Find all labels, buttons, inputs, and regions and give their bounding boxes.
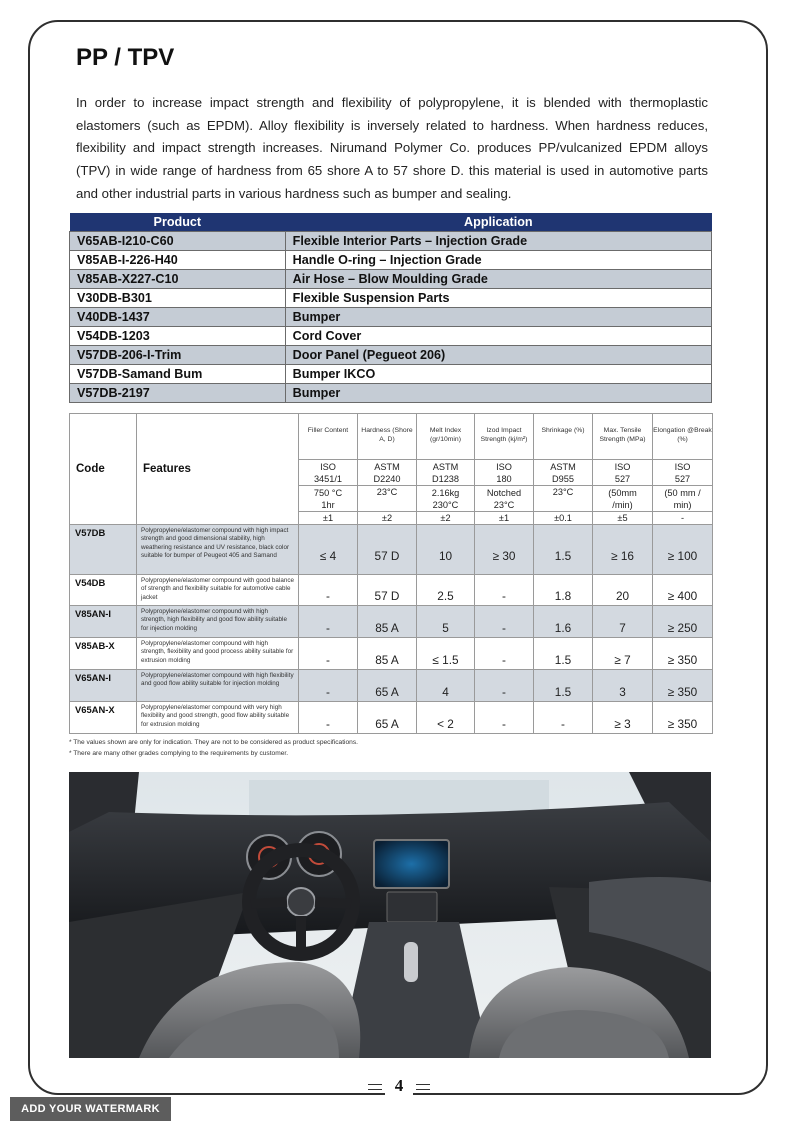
application-cell: Cord Cover bbox=[285, 327, 711, 346]
table-row bbox=[70, 270, 712, 289]
value-cell: - bbox=[534, 702, 593, 734]
table-row bbox=[70, 327, 712, 346]
column-header: Hardness (Shore A, D) bbox=[358, 414, 417, 460]
table-row bbox=[70, 525, 713, 575]
test-condition-cell: 23°C bbox=[358, 486, 417, 512]
product-cell: V85AB-I-226-H40 bbox=[70, 251, 286, 270]
value-cell: - bbox=[299, 575, 358, 606]
column-header: Shrinkage (%) bbox=[534, 414, 593, 460]
features-cell: Polypropylene/elastomer compound with high strength, flexibility and good process ability suitable for extrusion molding bbox=[137, 638, 299, 670]
value-cell: - bbox=[299, 670, 358, 702]
code-cell: V57DB bbox=[70, 525, 137, 575]
test-standard-cell: ISO 527 bbox=[593, 460, 653, 486]
value-cell: ≤ 1.5 bbox=[417, 638, 475, 670]
test-standard-cell: ISO 180 bbox=[475, 460, 534, 486]
value-cell: ≥ 3 bbox=[593, 702, 653, 734]
value-cell: 10 bbox=[417, 525, 475, 575]
watermark-banner: ADD YOUR WATERMARK bbox=[10, 1097, 171, 1121]
tolerance-cell: ±5 bbox=[593, 512, 653, 525]
test-condition-cell: 2.16kg 230°C bbox=[417, 486, 475, 512]
test-standard-cell: ASTM D955 bbox=[534, 460, 593, 486]
application-cell: Flexible Interior Parts – Injection Grade bbox=[285, 232, 711, 251]
features-cell: Polypropylene/elastomer compound with good balance of strength and flexibility suitable for automotive cable jacket bbox=[137, 575, 299, 606]
features-cell: Polypropylene/elastomer compound with high impact strength and good dimensional stability, high weathering resistance and UV resistance, black color suitable for bumper of Peugeot 405 and Samand bbox=[137, 525, 299, 575]
column-header: Max. Tensile Strength (MPa) bbox=[593, 414, 653, 460]
value-cell: ≥ 400 bbox=[653, 575, 713, 606]
value-cell: 2.5 bbox=[417, 575, 475, 606]
footnote: * There are many other grades complying to the requirements by customer. bbox=[69, 750, 289, 757]
product-cell: V57DB-Samand Bum bbox=[70, 365, 286, 384]
value-cell: 1.5 bbox=[534, 670, 593, 702]
value-cell: ≥ 250 bbox=[653, 606, 713, 638]
table-row bbox=[70, 606, 713, 638]
table-row bbox=[70, 702, 713, 734]
code-cell: V85AB-X bbox=[70, 638, 137, 670]
test-standard-cell: ISO 527 bbox=[653, 460, 713, 486]
value-cell: - bbox=[299, 702, 358, 734]
test-condition-cell: (50mm /min) bbox=[593, 486, 653, 512]
value-cell: ≥ 7 bbox=[593, 638, 653, 670]
table-row bbox=[70, 670, 713, 702]
test-standard-cell: ASTM D1238 bbox=[417, 460, 475, 486]
application-cell: Air Hose – Blow Moulding Grade bbox=[285, 270, 711, 289]
features-cell: Polypropylene/elastomer compound with high strength, high flexibility and good flow ability suitable for injection molding bbox=[137, 606, 299, 638]
value-cell: 85 A bbox=[358, 638, 417, 670]
column-header: Izod Impact Strength (kj/m²) bbox=[475, 414, 534, 460]
code-cell: V65AN-I bbox=[70, 670, 137, 702]
value-cell: ≥ 16 bbox=[593, 525, 653, 575]
test-condition-cell: (50 mm / min) bbox=[653, 486, 713, 512]
value-cell: 20 bbox=[593, 575, 653, 606]
tolerance-cell: ±1 bbox=[299, 512, 358, 525]
table-row bbox=[70, 575, 713, 606]
table-row bbox=[70, 346, 712, 365]
intro-paragraph: In order to increase impact strength and flexibility of polypropylene, it is blended with thermoplastic elastomers (such as EPDM). Alloy flexibility is inversely related to hardness. When hardness reduces, flexibility and impact strength increases. Nirumand Polymer Co. produces PP/vulcanized EPDM alloys (TPV) in wide range of hardness from 65 shore A to 57 shore D. this material is used in automotive parts and other industrial parts in various hardness such as bumper and sealing. bbox=[76, 95, 708, 201]
value-cell: 1.5 bbox=[534, 525, 593, 575]
application-cell: Handle O-ring – Injection Grade bbox=[285, 251, 711, 270]
code-cell: V54DB bbox=[70, 575, 137, 606]
value-cell: ≥ 350 bbox=[653, 670, 713, 702]
tolerance-cell: ±1 bbox=[475, 512, 534, 525]
value-cell: 4 bbox=[417, 670, 475, 702]
test-condition-cell: 23°C bbox=[534, 486, 593, 512]
value-cell: - bbox=[299, 638, 358, 670]
code-cell: V65AN-X bbox=[70, 702, 137, 734]
page-number: 4 bbox=[385, 1072, 413, 1100]
product-cell: V54DB-1203 bbox=[70, 327, 286, 346]
value-cell: 7 bbox=[593, 606, 653, 638]
tolerance-cell: ±2 bbox=[417, 512, 475, 525]
value-cell: 85 A bbox=[358, 606, 417, 638]
application-cell: Bumper IKCO bbox=[285, 365, 711, 384]
product-cell: V40DB-1437 bbox=[70, 308, 286, 327]
value-cell: ≤ 4 bbox=[299, 525, 358, 575]
value-cell: 3 bbox=[593, 670, 653, 702]
value-cell: ≥ 350 bbox=[653, 702, 713, 734]
page-number-ornament bbox=[416, 1084, 430, 1090]
value-cell: < 2 bbox=[417, 702, 475, 734]
footnotes bbox=[69, 737, 358, 759]
value-cell: - bbox=[475, 702, 534, 734]
application-cell: Flexible Suspension Parts bbox=[285, 289, 711, 308]
column-header: Elongation @Break (%) bbox=[653, 414, 713, 460]
features-column-header: Features bbox=[137, 414, 299, 525]
value-cell: 57 D bbox=[358, 525, 417, 575]
product-cell: V65AB-I210-C60 bbox=[70, 232, 286, 251]
value-cell: ≥ 100 bbox=[653, 525, 713, 575]
table-row bbox=[70, 251, 712, 270]
value-cell: 1.5 bbox=[534, 638, 593, 670]
product-cell: V57DB-2197 bbox=[70, 384, 286, 403]
product-column-header: Product bbox=[70, 213, 286, 232]
table-row bbox=[70, 638, 713, 670]
specification-table bbox=[69, 413, 713, 734]
value-cell: 65 A bbox=[358, 702, 417, 734]
car-interior-photo bbox=[69, 772, 711, 1058]
value-cell: - bbox=[299, 606, 358, 638]
product-cell: V85AB-X227-C10 bbox=[70, 270, 286, 289]
value-cell: - bbox=[475, 638, 534, 670]
application-cell: Bumper bbox=[285, 308, 711, 327]
application-column-header: Application bbox=[285, 213, 711, 232]
application-table bbox=[69, 213, 712, 403]
value-cell: 1.6 bbox=[534, 606, 593, 638]
table-row bbox=[70, 308, 712, 327]
table-row bbox=[70, 232, 712, 251]
code-column-header: Code bbox=[70, 414, 137, 525]
footnote: * The values shown are only for indication. They are not to be considered as product specifications. bbox=[69, 739, 358, 746]
value-cell: 65 A bbox=[358, 670, 417, 702]
column-header: Filler Content bbox=[299, 414, 358, 460]
value-cell: - bbox=[475, 575, 534, 606]
features-cell: Polypropylene/elastomer compound with very high flexibility and good strength, good flow ability suitable for extrusion molding bbox=[137, 702, 299, 734]
value-cell: 1.8 bbox=[534, 575, 593, 606]
page-number-ornament bbox=[368, 1084, 382, 1090]
test-condition-cell: Notched 23°C bbox=[475, 486, 534, 512]
table-row bbox=[70, 289, 712, 308]
page-title: PP / TPV bbox=[76, 44, 175, 71]
product-cell: V57DB-206-I-Trim bbox=[70, 346, 286, 365]
features-cell: Polypropylene/elastomer compound with high flexibility and good flow ability suitable for injection molding bbox=[137, 670, 299, 702]
value-cell: ≥ 350 bbox=[653, 638, 713, 670]
table-row bbox=[70, 384, 712, 403]
code-cell: V85AN-I bbox=[70, 606, 137, 638]
application-cell: Door Panel (Pegueot 206) bbox=[285, 346, 711, 365]
value-cell: 5 bbox=[417, 606, 475, 638]
tolerance-cell: ±0.1 bbox=[534, 512, 593, 525]
value-cell: - bbox=[475, 606, 534, 638]
table-row bbox=[70, 365, 712, 384]
column-header: Melt Index (gr/10min) bbox=[417, 414, 475, 460]
value-cell: ≥ 30 bbox=[475, 525, 534, 575]
tolerance-cell: ±2 bbox=[358, 512, 417, 525]
value-cell: 57 D bbox=[358, 575, 417, 606]
application-cell: Bumper bbox=[285, 384, 711, 403]
product-cell: V30DB-B301 bbox=[70, 289, 286, 308]
tolerance-cell: - bbox=[653, 512, 713, 525]
value-cell: - bbox=[475, 670, 534, 702]
test-standard-cell: ISO 3451/1 bbox=[299, 460, 358, 486]
test-condition-cell: 750 °C 1hr bbox=[299, 486, 358, 512]
test-standard-cell: ASTM D2240 bbox=[358, 460, 417, 486]
